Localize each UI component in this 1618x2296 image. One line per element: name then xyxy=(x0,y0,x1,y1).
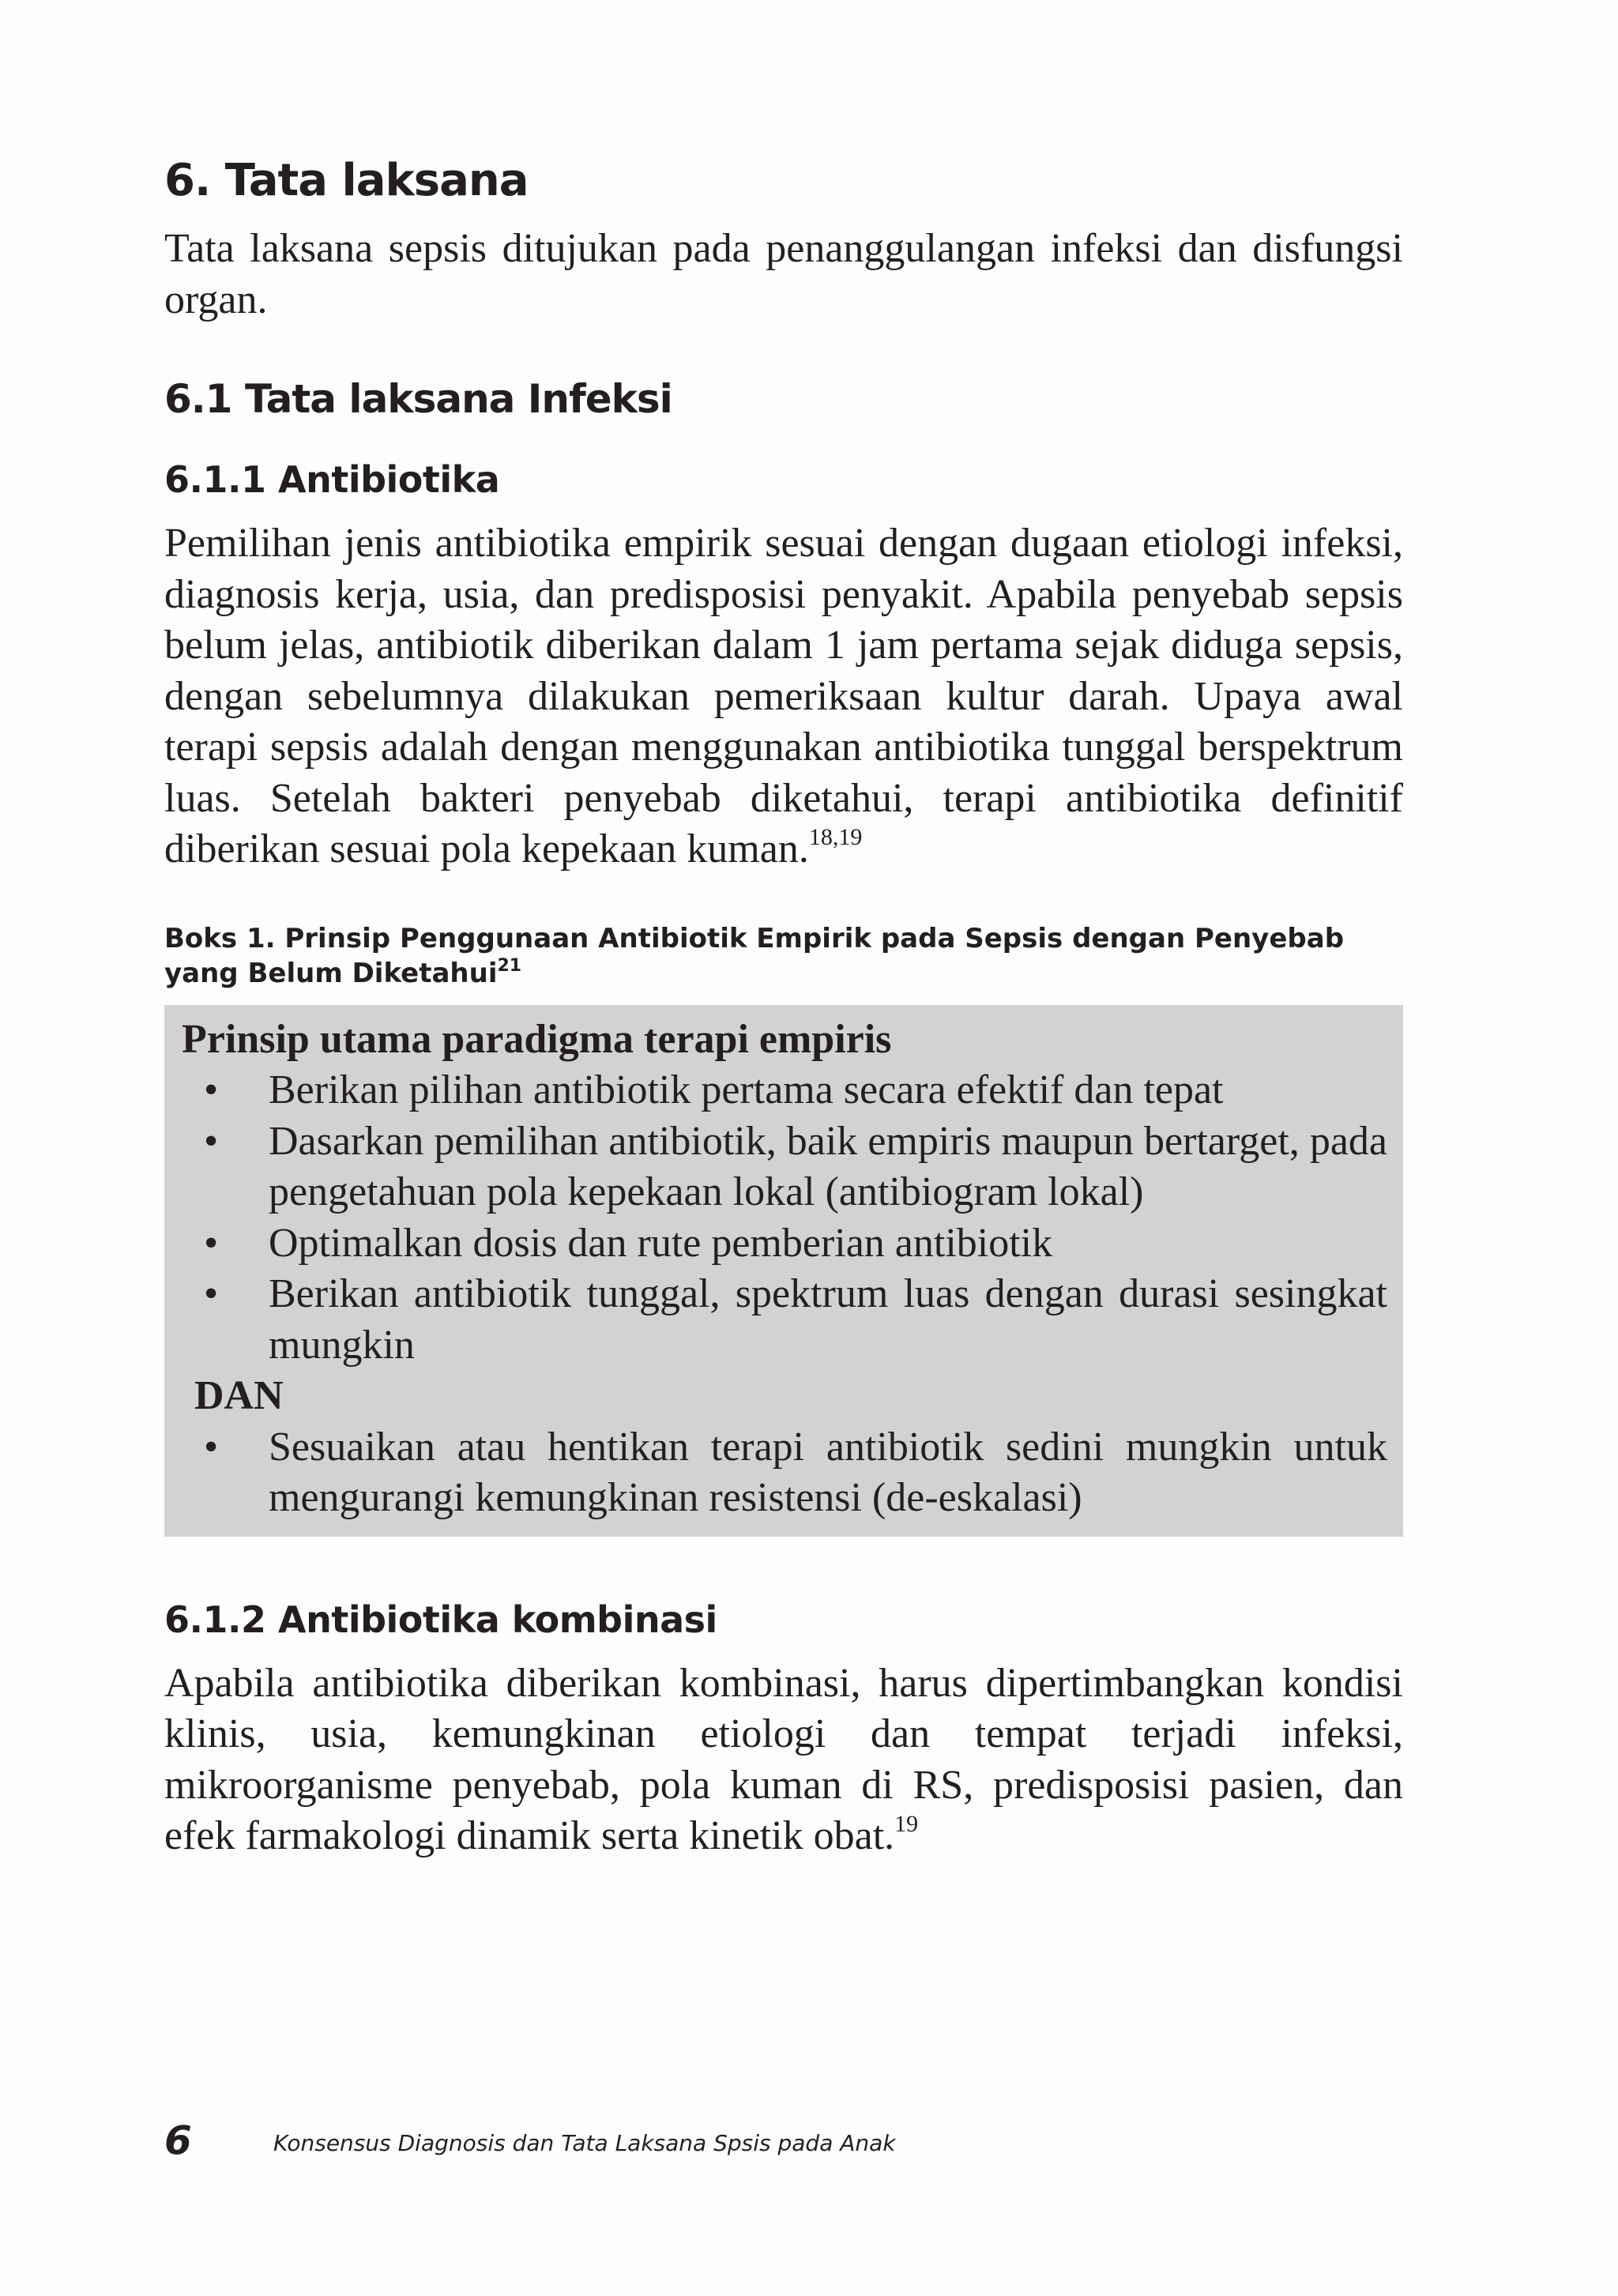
bullet-icon: • xyxy=(204,1424,219,1470)
bullet-icon: • xyxy=(204,1271,219,1316)
section-6-intro: Tata laksana sepsis ditujukan pada penanggulangan infeksi dan disfungsi organ. xyxy=(164,226,1403,322)
box-1-title: Prinsip utama paradigma terapi empiris xyxy=(182,1016,892,1062)
section-6-heading: 6. Tata laksana xyxy=(164,155,529,206)
list-item-text: Sesuaikan atau hentikan terapi antibiotik sedini mungkin untuk mengurangi kemungkinan resistensi (de-eskalasi) xyxy=(269,1424,1387,1520)
page-number: 6 xyxy=(164,2117,192,2163)
principles-list xyxy=(180,1065,1387,1371)
bullet-icon: • xyxy=(204,1067,219,1112)
paragraph-text: Pemilihan jenis antibiotika empirik sesuai dengan dugaan etiologi infeksi, diagnosis kerja, usia, dan predisposisi penyakit. Apabila penyebab sepsis belum jelas, antibiotik diberikan dalam 1 jam pertama sejak diduga sepsis, dengan sebelumnya dilakukan pemeriksaan kultur darah. Upaya awal terapi sepsis adalah dengan menggunakan antibiotika tunggal berspektrum luas. Setelah bakteri penyebab diketahui, terapi antibiotika definitif diberikan sesuai pola kepekaan kuman. xyxy=(164,521,1403,871)
caption-reference-superscript: 21 xyxy=(497,955,522,976)
box-1-caption xyxy=(164,921,1403,991)
section-6-1-heading: 6.1 Tata laksana Infeksi xyxy=(164,376,672,422)
list-item xyxy=(180,1422,1387,1524)
conjunction-label: DAN xyxy=(194,1373,284,1418)
list-item xyxy=(180,1116,1387,1218)
list-item-text: Optimalkan dosis dan rute pemberian antibiotik xyxy=(269,1220,1053,1266)
reference-superscript: 19 xyxy=(894,1811,919,1837)
page-footer xyxy=(164,2117,1403,2165)
list-item-text: Berikan pilihan antibiotik pertama secara efektif dan tepat xyxy=(269,1067,1224,1112)
bullet-icon: • xyxy=(204,1118,219,1164)
box-1-caption-text: Boks 1. Prinsip Penggunaan Antibiotik Empirik pada Sepsis dengan Penyebab yang Belum Diketahui xyxy=(164,922,1345,989)
section-6-1-2-heading: 6.1.2 Antibiotika kombinasi xyxy=(164,1598,717,1641)
list-item xyxy=(180,1269,1387,1371)
page-content xyxy=(164,155,1403,1862)
list-item xyxy=(180,1218,1387,1270)
final-principles-list xyxy=(180,1422,1387,1524)
box-1-principles xyxy=(164,1005,1403,1537)
list-item xyxy=(180,1065,1387,1116)
section-6-1-2-paragraph xyxy=(164,1658,1403,1862)
list-item-text: Berikan antibiotik tunggal, spektrum luas dengan durasi sesingkat mungkin xyxy=(269,1271,1387,1368)
running-title: Konsensus Diagnosis dan Tata Laksana Spsis pada Anak xyxy=(273,2130,896,2156)
bullet-icon: • xyxy=(204,1220,219,1266)
list-item-text: Dasarkan pemilihan antibiotik, baik empiris maupun bertarget, pada pengetahuan pola kepekaan lokal (antibiogram lokal) xyxy=(269,1118,1387,1214)
reference-superscript: 18,19 xyxy=(808,824,863,850)
section-6-1-1-heading: 6.1.1 Antibiotika xyxy=(164,458,500,501)
paragraph-text: Apabila antibiotika diberikan kombinasi, harus dipertimbangkan kondisi klinis, usia, kemungkinan etiologi dan tempat terjadi infeksi, mikroorganisme penyebab, pola kuman di RS, predisposisi pasien, dan efek farmakologi dinamik serta kinetik obat. xyxy=(164,1660,1403,1858)
section-6-1-1-paragraph xyxy=(164,518,1403,875)
